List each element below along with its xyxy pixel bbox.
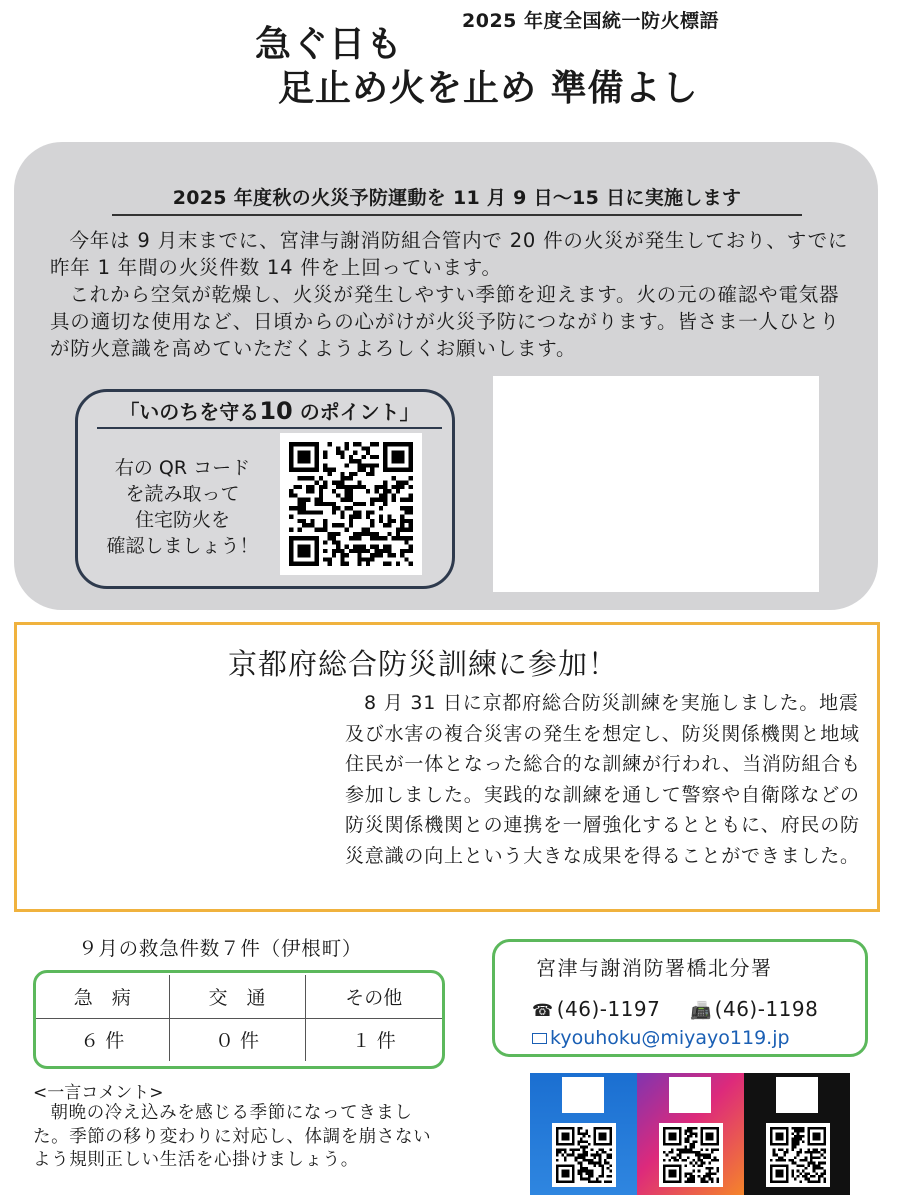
campaign-title: 2025 年度秋の火災予防運動を 11 月 9 日〜15 日に実施します	[112, 183, 802, 216]
instruction-line: を読み取って	[125, 483, 240, 505]
table-header-row	[36, 975, 442, 1018]
instagram-qr-code	[659, 1123, 723, 1187]
facebook-qr-code	[552, 1123, 616, 1187]
safety-points-title	[97, 396, 442, 429]
safety-points-qr-code[interactable]	[280, 433, 422, 575]
slogan-caption: 2025 年度全国統一防火標語	[462, 10, 719, 32]
safety-points-title-number: 10	[259, 397, 293, 425]
table-cell: ０ 件	[169, 1018, 305, 1061]
phone-number: (46)-1197	[556, 997, 661, 1021]
fax-icon: 📠	[690, 1001, 712, 1021]
column-header: 急 病	[36, 975, 169, 1018]
comment-body	[33, 1102, 443, 1173]
contact-station-name: 宮津与謝消防署橋北分署	[536, 956, 773, 980]
facebook-logo-area	[562, 1077, 604, 1113]
ambulance-table	[36, 975, 442, 1061]
column-header: その他	[305, 975, 442, 1018]
slogan-line-1: 急ぐ日も	[255, 24, 404, 65]
safety-points-title-suffix: のポイント」	[299, 400, 420, 424]
contact-email-link[interactable]	[532, 1027, 790, 1049]
telephone-icon: ☎	[532, 1001, 554, 1021]
facebook-qr-tile[interactable]	[530, 1073, 637, 1195]
ambulance-heading: ９月の救急件数７件（伊根町）	[78, 937, 363, 960]
drill-body	[345, 688, 865, 871]
table-cell: ６ 件	[80, 1030, 125, 1053]
table-row	[36, 1018, 442, 1061]
photo-placeholder	[493, 376, 819, 592]
safety-points-title-prefix: 「いのちを守る	[119, 400, 260, 424]
instagram-qr-tile[interactable]	[637, 1073, 744, 1195]
contact-fax[interactable]	[690, 997, 818, 1021]
contact-phone[interactable]	[532, 997, 660, 1021]
email-address: kyouhoku@miyayo119.jp	[550, 1027, 790, 1049]
qr-code-icon	[770, 1127, 826, 1183]
x-qr-tile[interactable]	[744, 1073, 850, 1195]
instruction-line: 確認しましょう！	[106, 535, 259, 557]
instruction-line: 住宅防火を	[134, 509, 230, 531]
comment-paragraph: 朝晩の冷え込みを感じる季節になってきました。季節の移り変わりに対応し、体調を崩さないよう規則正しい生活を心掛けましょう。	[33, 1103, 432, 1170]
x-qr-code	[766, 1123, 830, 1187]
column-header: 交 通	[169, 975, 305, 1018]
campaign-paragraph-1: 今年は 9 月末までに、宮津与謝消防組合管内で 20 件の火災が発生しており、すでに昨年 1 年間の火災件数 14 件を上回っています。	[50, 229, 849, 279]
campaign-body	[50, 227, 850, 362]
comment-heading: <一言コメント>	[33, 1083, 164, 1103]
safety-points-instructions	[90, 455, 275, 559]
drill-paragraph: 8 月 31 日に京都府総合防災訓練を実施しました。地震及び水害の複合災害の発生を想定し、防災関係機関と地域住民が一体となった総合的な訓練が行われ、当消防組合も参加しました。実践的な訓練を通して警察や自衛隊などの防災関係機関との連携を一層強化するとともに、府民の防災意識の向上という大きな成果を得ることができました。	[345, 692, 861, 867]
x-logo-area	[776, 1077, 818, 1113]
instruction-line: 右の QR コード	[114, 457, 251, 479]
envelope-icon	[532, 1033, 547, 1044]
qr-code-icon	[289, 442, 413, 566]
instagram-logo-area	[669, 1077, 711, 1113]
drill-title: 京都府総合防災訓練に参加！	[228, 647, 619, 681]
qr-code-icon	[663, 1127, 719, 1183]
campaign-paragraph-2: これから空気が乾燥し、火災が発生しやすい季節を迎えます。火の元の確認や電気器具の適切な使用など、日頃からの心がけが火災予防につながります。皆さま一人ひとりが防火意識を高めていただくようよろしくお願いします。	[50, 283, 840, 360]
fax-number: (46)-1198	[714, 997, 819, 1021]
slogan-line-2: 足止め火を止め 準備よし	[278, 68, 699, 109]
qr-code-icon	[556, 1127, 612, 1183]
table-cell: １ 件	[305, 1018, 442, 1061]
